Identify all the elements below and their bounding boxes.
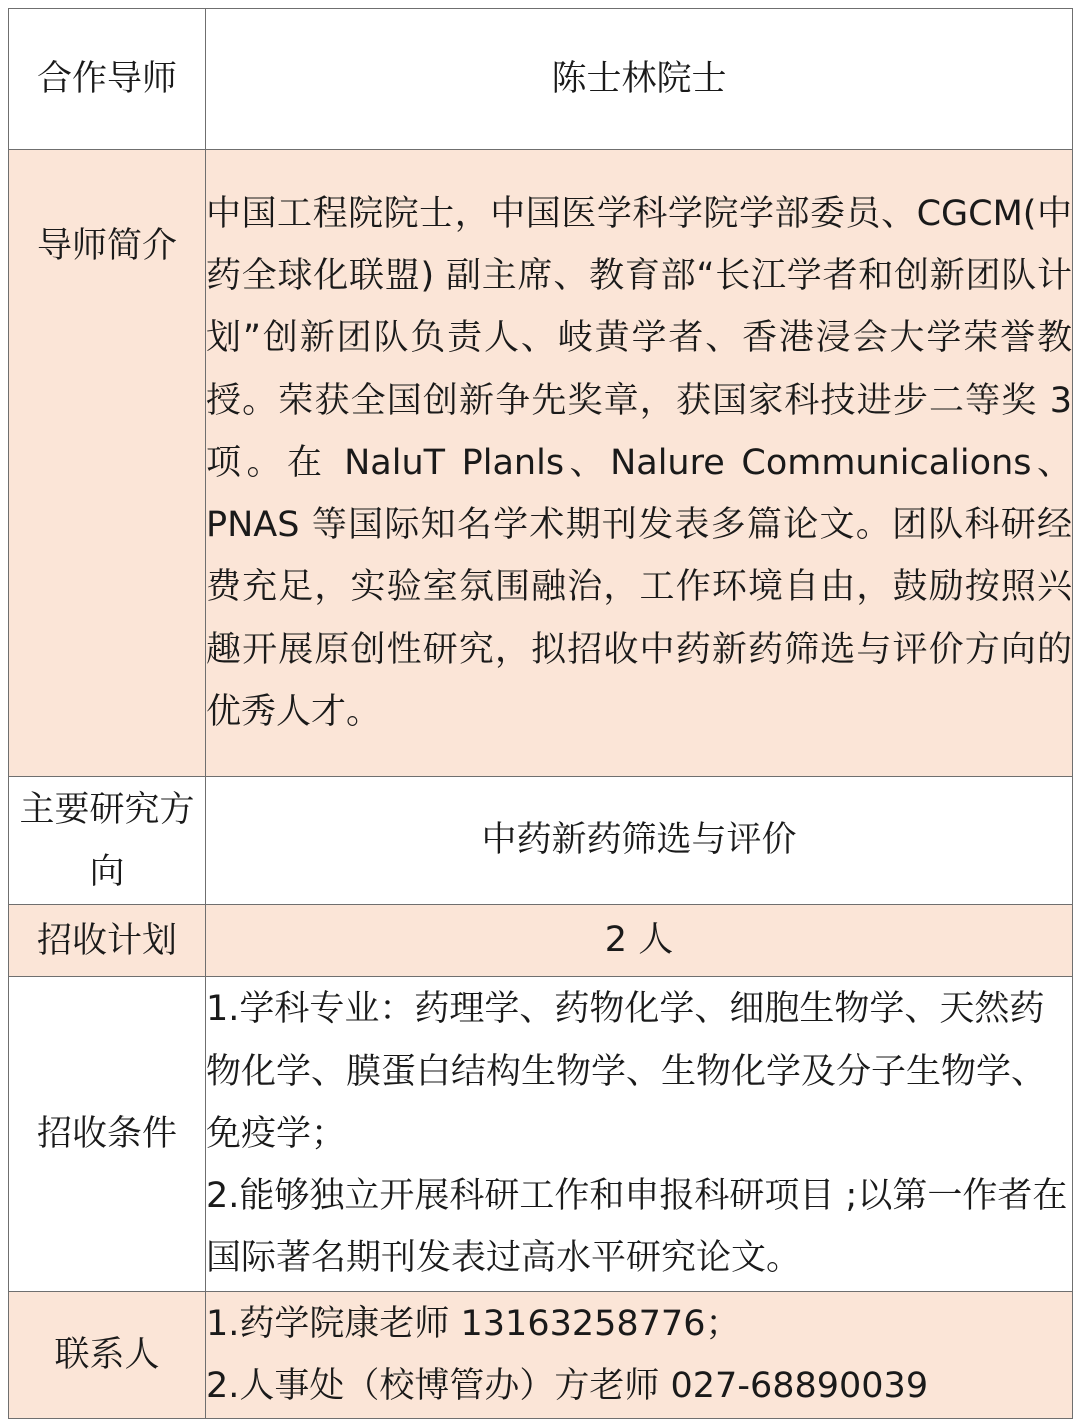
recruitment-info-table bbox=[8, 8, 1073, 1419]
row-supervisor bbox=[9, 9, 1073, 150]
requirements-text bbox=[206, 977, 1073, 1292]
row-research-direction bbox=[9, 777, 1073, 905]
row-contacts bbox=[9, 1292, 1073, 1419]
row-recruitment-plan bbox=[9, 905, 1073, 977]
row-label: 合作导师 bbox=[9, 9, 206, 150]
requirement-item: 1.学科专业：药理学、药物化学、细胞生物学、天然药物化学、膜蛋白结构生物学、生物化学及分子生物学、免疫学； bbox=[206, 989, 1047, 1154]
row-supervisor-intro bbox=[9, 150, 1073, 777]
row-label: 招收计划 bbox=[9, 905, 206, 977]
contact-item: 1.药学院康老师 13163258776； bbox=[206, 1303, 741, 1344]
row-label: 主要研究方向 bbox=[9, 777, 206, 905]
row-requirements bbox=[9, 977, 1073, 1292]
row-label: 导师简介 bbox=[9, 150, 206, 777]
row-label: 招收条件 bbox=[9, 977, 206, 1292]
research-direction-value: 中药新药筛选与评价 bbox=[206, 777, 1073, 905]
supervisor-name: 陈士林院士 bbox=[206, 9, 1073, 150]
supervisor-intro-text: 中国工程院院士，中国医学科学院学部委员、CGCM(中药全球化联盟) 副主席、教育部“长江学者和创新团队计划”创新团队负责人、岐黄学者、香港浸会大学荣誉教授。荣获全国创新争先奖章，获国家科技进步二等奖 3 项。在 NaluT Planls、Nalure Communicalions、 PNAS 等国际知名学术期刊发表多篇论文。团队科研经费充足，实验室氛围融治，工作环境自由，鼓励按照兴趣开展原创性研究，拟招收中药新药筛选与评价方向的优秀人才。 bbox=[206, 150, 1073, 777]
contact-item: 2.人事处（校博管办）方老师 027-68890039 bbox=[206, 1366, 929, 1406]
contacts-text bbox=[206, 1292, 1073, 1419]
recruitment-plan-value: 2 人 bbox=[206, 905, 1073, 977]
row-label: 联系人 bbox=[9, 1292, 206, 1419]
requirement-item: 2.能够独立开展科研工作和申报科研项目 ;以第一作者在国际著名期刊发表过高水平研究论文。 bbox=[206, 1176, 1068, 1279]
